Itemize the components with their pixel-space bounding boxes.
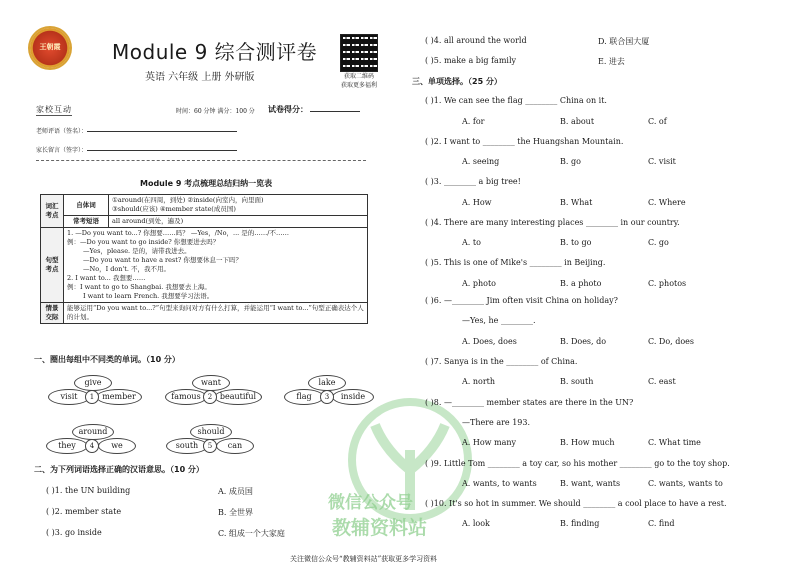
question-8-reply: —There are 193. <box>462 418 531 427</box>
option[interactable]: A. north <box>462 377 496 386</box>
home-school-badge: 家校互动 <box>36 105 72 114</box>
parent-comment-line[interactable] <box>36 145 366 154</box>
option[interactable]: B. about <box>560 117 595 126</box>
option[interactable]: A. wants, to wants <box>462 479 537 488</box>
word-oval[interactable]: can <box>216 438 254 454</box>
group-number: 4 <box>85 439 99 453</box>
question-9[interactable]: ( )9. Little Tom ________ a toy car, so his mother ________ go to the toy shop. <box>425 459 730 468</box>
matching-option: B. 全世界 <box>218 508 253 517</box>
option[interactable]: B. Does, do <box>560 337 607 346</box>
option[interactable]: A. seeing <box>462 157 500 166</box>
section-1-title: 一、圈出每组中不同类的单词。（10 分） <box>34 355 180 364</box>
watermark-line-1: 微信公众号 <box>328 493 413 513</box>
sentence-line: 例：—Do you want to go inside? 你想要进去吗？ <box>67 238 220 246</box>
home-school-section <box>36 104 366 161</box>
sentence-line: 例：I want to go to Shangbai. 我想要去上海。 <box>67 283 211 291</box>
option[interactable]: A. Does, does <box>462 337 517 346</box>
option[interactable]: A. to <box>462 238 481 247</box>
word-oval[interactable]: famous <box>165 389 207 405</box>
divider <box>36 160 366 161</box>
exchange-content: 能够运用“Do you want to...?”句型来询问对方有什么打算，并能运用“I want to...”句型正确表达个人的计划。 <box>64 303 368 324</box>
option[interactable]: B. a photo <box>560 279 602 288</box>
word-oval[interactable]: give <box>74 375 112 391</box>
option[interactable]: C. Where <box>648 198 686 207</box>
sentence-line: —Yes，please. 是的，请带我进去。 <box>83 247 191 255</box>
matching-question[interactable]: ( )1. the UN building <box>46 486 131 495</box>
time-score-info: 时间：60 分钟 满分：100 分 <box>176 108 255 115</box>
question-10[interactable]: ( )10. It's so hot in summer. We should ________ a cool place to have a rest. <box>425 499 727 508</box>
sentence-content <box>64 228 368 303</box>
matching-question[interactable]: ( )3. go inside <box>46 528 102 537</box>
footer-note: 关注微信公众号“教辅资料站”获取更多学习资料 <box>290 555 438 563</box>
sentence-header: 句型考点 <box>41 228 64 303</box>
summary-table <box>40 194 368 324</box>
question-3[interactable]: ( )3. ________ a big tree! <box>425 177 521 186</box>
option[interactable]: A. for <box>462 117 485 126</box>
parent-comment-label: 家长留言（签字）： <box>36 147 88 154</box>
sentence-line: 2. I want to... 我想要…… <box>67 274 146 282</box>
score-label: 试卷得分： <box>268 104 308 114</box>
question-1[interactable]: ( )1. We can see the flag ________ China on it. <box>425 96 607 105</box>
self-study-label: 自体词 <box>64 195 109 216</box>
vocab-line-2: ③should(应该) ④member state(成员国) <box>112 205 236 213</box>
page-subtitle: 英语 六年级 上册 外研版 <box>145 72 255 83</box>
word-oval[interactable]: they <box>46 438 88 454</box>
matching-question[interactable]: ( )4. all around the world <box>425 36 527 45</box>
group-number: 5 <box>203 439 217 453</box>
vocab-content <box>109 195 368 216</box>
phrase-content: all around(到处，遍及) <box>109 216 368 228</box>
option[interactable]: A. How many <box>462 438 517 447</box>
brand-seal-logo <box>30 28 70 68</box>
matching-question[interactable]: ( )5. make a big family <box>425 56 517 65</box>
section-3-title: 三、单项选择。（25 分） <box>412 77 502 86</box>
word-oval[interactable]: member <box>96 389 142 405</box>
vocab-line-1: ①around(在四周，到处) ②inside(向室内，向里面) <box>112 196 264 204</box>
section-2-title: 二、为下列词语选择正确的汉语意思。（10 分） <box>34 465 204 474</box>
word-oval[interactable]: should <box>190 424 232 440</box>
word-oval[interactable]: visit <box>48 389 90 405</box>
option[interactable]: B. go <box>560 157 581 166</box>
watermark-line-2: 教辅资料站 <box>332 517 428 539</box>
exchange-header: 情景交际 <box>41 303 64 324</box>
option[interactable]: C. go <box>648 238 669 247</box>
matching-option: A. 成员国 <box>218 487 253 496</box>
word-oval[interactable]: south <box>166 438 208 454</box>
phrase-label: 常考短语 <box>64 216 109 228</box>
qr-caption-line-1: 获取二维码 <box>343 73 374 80</box>
teacher-comment-line[interactable] <box>36 126 366 135</box>
matching-option: E. 进去 <box>598 57 625 66</box>
group-number: 3 <box>320 390 334 404</box>
option[interactable]: B. to go <box>560 238 592 247</box>
sentence-line: 1. —Do you want to...? 你想要……吗？ —Yes，/No，... 是的……/不…… <box>67 229 289 237</box>
word-oval[interactable]: flag <box>284 389 324 405</box>
sentence-line: —Do you want to have a rest? 你想要休息一下吗？ <box>83 256 242 264</box>
qr-caption <box>336 72 382 90</box>
option[interactable]: A. How <box>462 198 492 207</box>
qr-code-icon[interactable] <box>340 34 378 72</box>
summary-table-title: Module 9 考点梳理总结归纳一览表 <box>140 179 273 188</box>
question-5[interactable]: ( )5. This is one of Mike's ________ in Beijing. <box>425 258 606 267</box>
option[interactable]: C. of <box>648 117 667 126</box>
seal-text: 王朝霞 <box>39 42 61 51</box>
question-6-reply: —Yes, he ________. <box>462 316 536 325</box>
matching-option: C. 组成一个大家庭 <box>218 529 285 538</box>
option[interactable]: A. photo <box>462 279 496 288</box>
option[interactable]: C. What time <box>648 438 701 447</box>
option[interactable]: B. want, wants <box>560 479 621 488</box>
option[interactable]: C. east <box>648 377 676 386</box>
option[interactable]: B. finding <box>560 519 600 528</box>
matching-question[interactable]: ( )2. member state <box>46 507 122 516</box>
matching-option: D. 联合国大厦 <box>598 37 650 46</box>
option[interactable]: B. What <box>560 198 593 207</box>
question-7[interactable]: ( )7. Sanya is in the ________ of China. <box>425 357 578 366</box>
word-oval[interactable]: beautiful <box>214 389 262 405</box>
word-oval[interactable]: we <box>98 438 136 454</box>
qr-caption-line-2: 获取更多福利 <box>340 82 377 89</box>
word-oval[interactable]: inside <box>332 389 374 405</box>
word-oval[interactable]: around <box>72 424 114 440</box>
option[interactable]: C. wants, wants to <box>648 479 723 488</box>
teacher-comment-label: 老师评语（签名）： <box>36 128 88 135</box>
group-number: 1 <box>85 390 99 404</box>
question-4[interactable]: ( )4. There are many interesting places ________ in our country. <box>425 218 680 227</box>
word-oval[interactable]: lake <box>308 375 346 391</box>
question-6[interactable]: ( )6. —________ Jim often visit China on holiday? <box>425 296 618 305</box>
question-2[interactable]: ( )2. I want to ________ the Huangshan Mountain. <box>425 137 624 146</box>
score-field[interactable] <box>268 104 360 115</box>
option[interactable]: B. How much <box>560 438 615 447</box>
group-number: 2 <box>203 390 217 404</box>
option[interactable]: C. visit <box>648 157 676 166</box>
option[interactable]: C. find <box>648 519 675 528</box>
sentence-line: —No，I don't. 不，我不用。 <box>83 265 171 273</box>
option[interactable]: C. photos <box>648 279 687 288</box>
option[interactable]: B. south <box>560 377 594 386</box>
option[interactable]: C. Do, does <box>648 337 695 346</box>
page-title: Module 9 综合测评卷 <box>112 40 318 64</box>
question-8[interactable]: ( )8. —________ member states are there in the UN? <box>425 398 634 407</box>
vocab-header: 词汇考点 <box>41 195 64 228</box>
word-oval[interactable]: want <box>192 375 230 391</box>
sentence-line: I want to learn French. 我想要学习法语。 <box>83 292 214 300</box>
option[interactable]: A. look <box>462 519 490 528</box>
